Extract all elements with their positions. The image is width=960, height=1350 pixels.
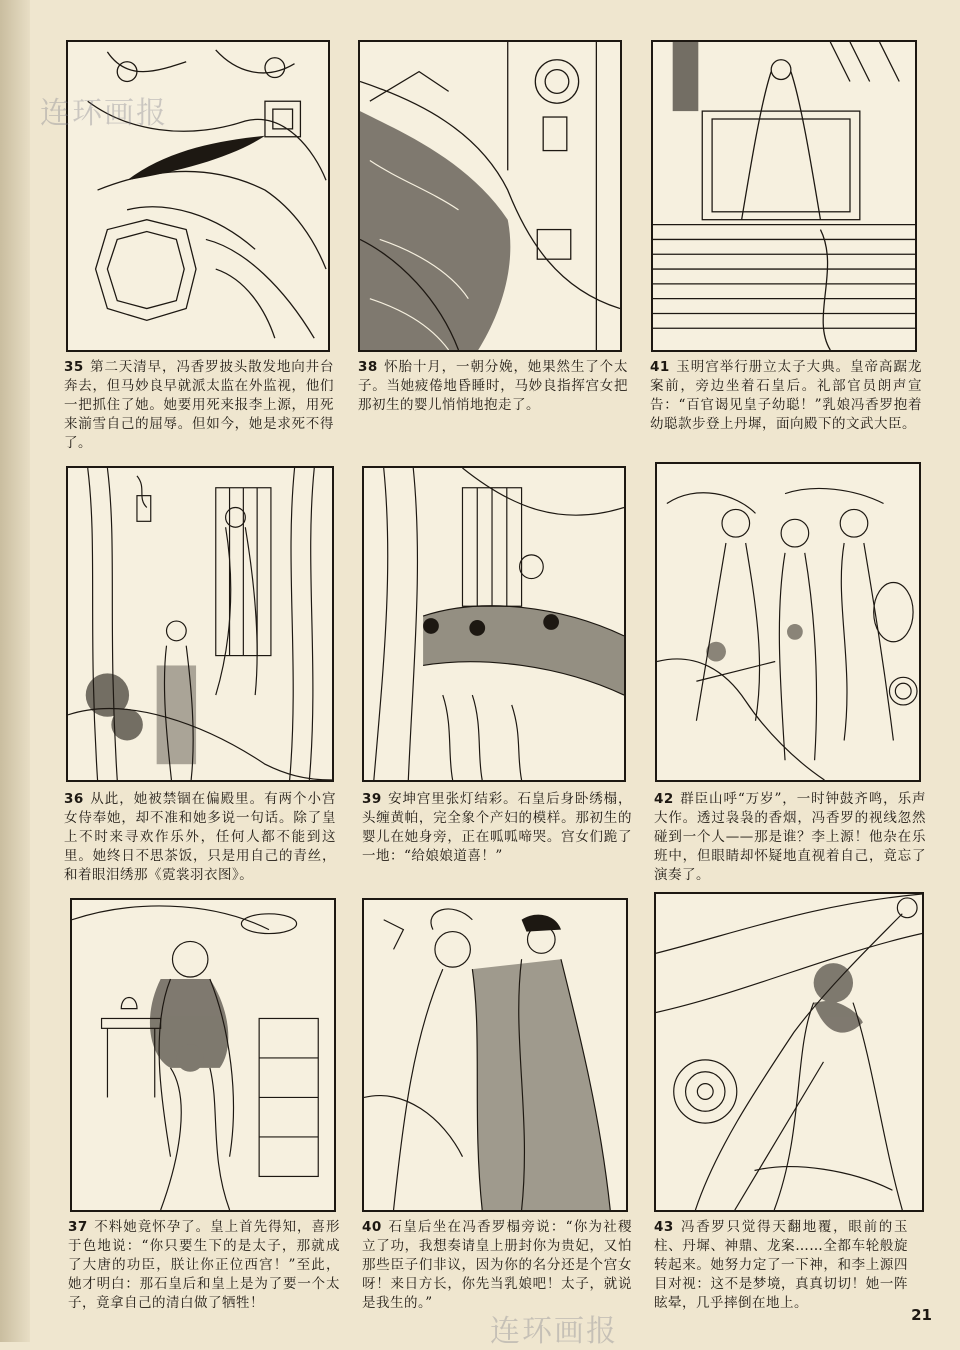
panel-38-illustration (358, 40, 622, 352)
panel-37-illustration (70, 898, 336, 1212)
caption-42 (654, 790, 926, 885)
caption-43-number: 43 (654, 1219, 674, 1235)
panel-36-illustration (66, 466, 334, 782)
caption-36-number: 36 (64, 791, 84, 807)
caption-41-number: 41 (650, 359, 670, 375)
watermark-bottom: 连环画报 (490, 1314, 618, 1349)
caption-37-number: 37 (68, 1219, 88, 1235)
panel-40-illustration (362, 898, 628, 1212)
caption-36 (64, 790, 336, 885)
caption-42-text: 群臣山呼“万岁”，一时钟鼓齐鸣，乐声大作。透过袅袅的香烟，冯香罗的视线忽然碰到一个人——那是谁？李上源！他杂在乐班中，但眼睛却怀疑地直视着自己，竟忘了演奏了。 (654, 791, 926, 883)
caption-40-number: 40 (362, 1219, 382, 1235)
caption-43-text: 冯香罗只觉得天翻地覆，眼前的玉柱、丹墀、神鼎、龙案……全都车轮般旋转起来。她努力定了一下神，和李上源四目对视：这不是梦境，真真切切！她一阵眩晕，几乎摔倒在地上。 (654, 1219, 908, 1311)
panel-39-illustration (362, 466, 626, 782)
caption-39 (362, 790, 632, 866)
panel-42-illustration (655, 462, 921, 782)
caption-36-text: 从此，她被禁锢在偏殿里。有两个小宫女侍奉她，却不准和她多说一句话。除了皇上不时来寻欢作乐外，任何人都不能到这里。她终日不思茶饭，只是用自己的青丝，和着眼泪绣那《霓裳羽衣图》。 (64, 791, 336, 883)
caption-35-number: 35 (64, 359, 84, 375)
caption-37-text: 不料她竟怀孕了。皇上首先得知，喜形于色地说：“你只要生下的是太子，那就成了大唐的功臣，朕让你正位西宫！”至此，她才明白：那石皇后和皇上是为了要一个太子，竟拿自己的清白做了牺牲！ (68, 1219, 340, 1311)
caption-41 (650, 358, 922, 434)
page-spine-shadow (0, 0, 30, 1342)
caption-42-number: 42 (654, 791, 674, 807)
caption-37 (68, 1218, 340, 1313)
panel-35-illustration (66, 40, 330, 352)
caption-38 (358, 358, 628, 415)
caption-43 (654, 1218, 908, 1313)
panel-41-illustration (651, 40, 917, 352)
caption-35 (64, 358, 334, 453)
caption-35-text: 第二天清早，冯香罗披头散发地向井台奔去，但马妙良早就派太监在外监视，他们一把抓住了她。她要用死来报李上源，用死来湔雪自己的屈辱。但如今，她是求死不得了。 (64, 359, 334, 451)
caption-39-number: 39 (362, 791, 382, 807)
watermark-top: 连环画报 (40, 96, 168, 131)
caption-39-text: 安坤宫里张灯结彩。石皇后身卧绣榻，头缠黄帕，完全象个产妇的模样。那初生的婴儿在她身旁，正在呱呱啼哭。宫女们跪了一地：“给娘娘道喜！” (362, 791, 632, 864)
caption-38-number: 38 (358, 359, 378, 375)
caption-40-text: 石皇后坐在冯香罗榻旁说：“你为社稷立了功，我想奏请皇上册封你为贵妃，又怕那些臣子们非议，因为你的名分还是个宫女呀！来日方长，你先当乳娘吧！太子，就说是我生的。” (362, 1219, 632, 1311)
caption-40 (362, 1218, 632, 1313)
page-number: 21 (911, 1306, 932, 1324)
caption-41-text: 玉明宫举行册立太子大典。皇帝高踞龙案前，旁边坐着石皇后。礼部官员朗声宣告：“百官谒见皇子幼聪！”乳娘冯香罗抱着幼聪款步登上丹墀，面向殿下的文武大臣。 (650, 359, 922, 432)
panel-43-illustration (654, 892, 924, 1212)
caption-38-text: 怀胎十月，一朝分娩，她果然生了个太子。当她疲倦地昏睡时，马妙良指挥宫女把那初生的婴儿悄悄地抱走了。 (358, 359, 628, 413)
